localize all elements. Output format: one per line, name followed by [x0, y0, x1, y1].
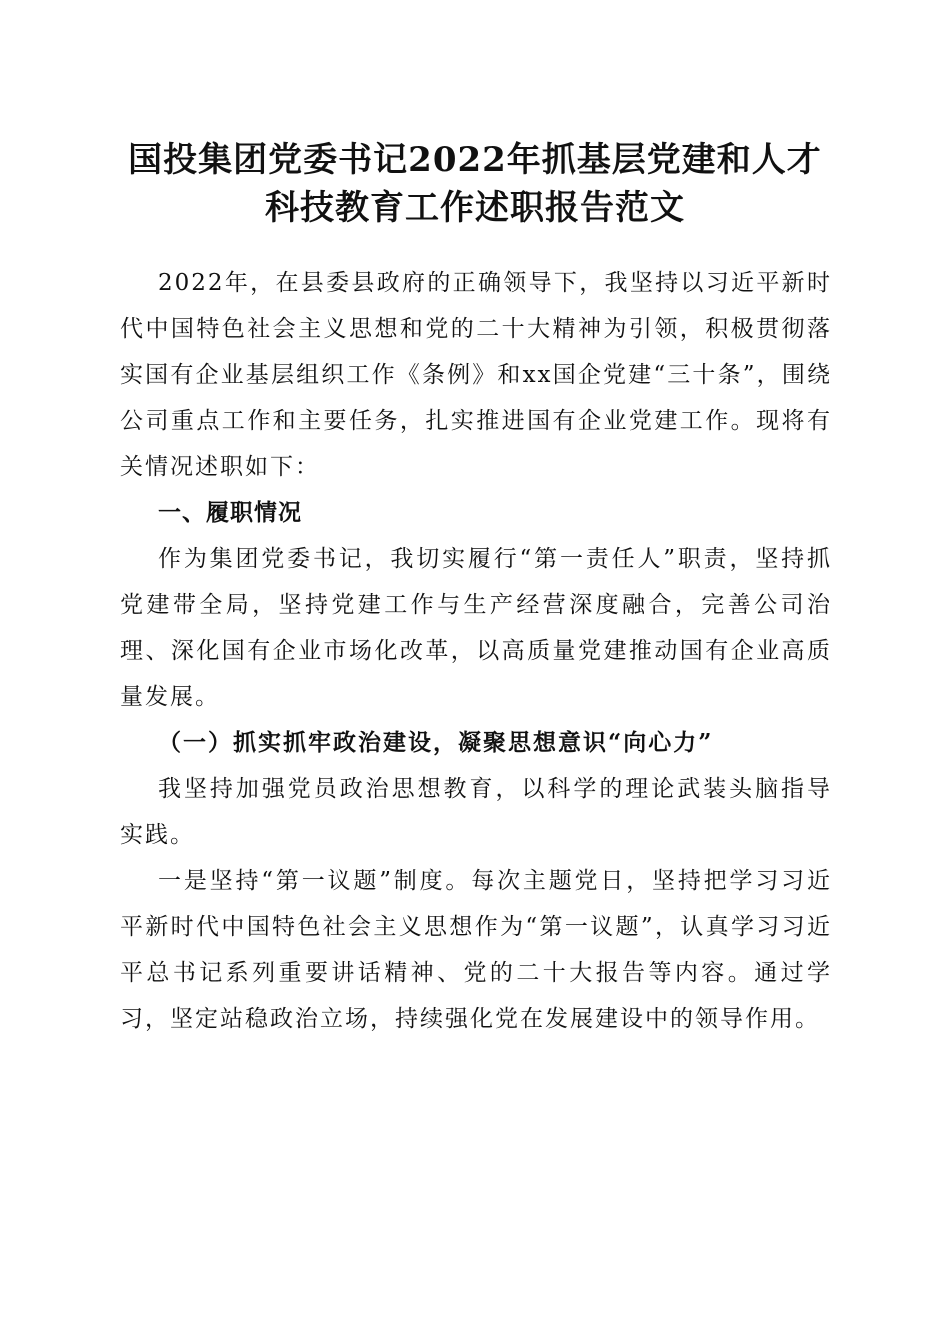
document-title-line-2: 科技教育工作述职报告范文: [265, 188, 685, 228]
document-title-line-1: 国投集团党委书记2022年抓基层党建和人才: [128, 140, 822, 180]
subsection-1-paragraph: 我坚持加强党员政治思想教育，以科学的理论武装头脑指导实践。: [120, 776, 832, 848]
subsection-heading-1: （一）抓实抓牢政治建设，凝聚思想意识“向心力”: [158, 729, 714, 756]
section-heading-1: 一、履职情况: [158, 500, 302, 526]
section-1-paragraph: 作为集团党委书记，我切实履行“第一责任人”职责，坚持抓党建带全局，坚持党建工作与生产经营深度融合，完善公司治理、深化国有企业市场化改革，以高质量党建推动国有企业高质量发展。: [120, 546, 832, 710]
point-1-paragraph: 一是坚持“第一议题”制度。每次主题党日，坚持把学习习近平新时代中国特色社会主义思想作为“第一议题”，认真学习习近平总书记系列重要讲话精神、党的二十大报告等内容。通过学习，坚定站稳政治立场，持续强化党在发展建设中的领导作用。: [120, 868, 832, 1032]
intro-paragraph: 2022年，在县委县政府的正确领导下，我坚持以习近平新时代中国特色社会主义思想和党的二十大精神为引领，积极贯彻落实国有企业基层组织工作《条例》和xx国企党建“三十条”，围绕公司重点工作和主要任务，扎实推进国有企业党建工作。现将有关情况述职如下：: [120, 270, 832, 480]
